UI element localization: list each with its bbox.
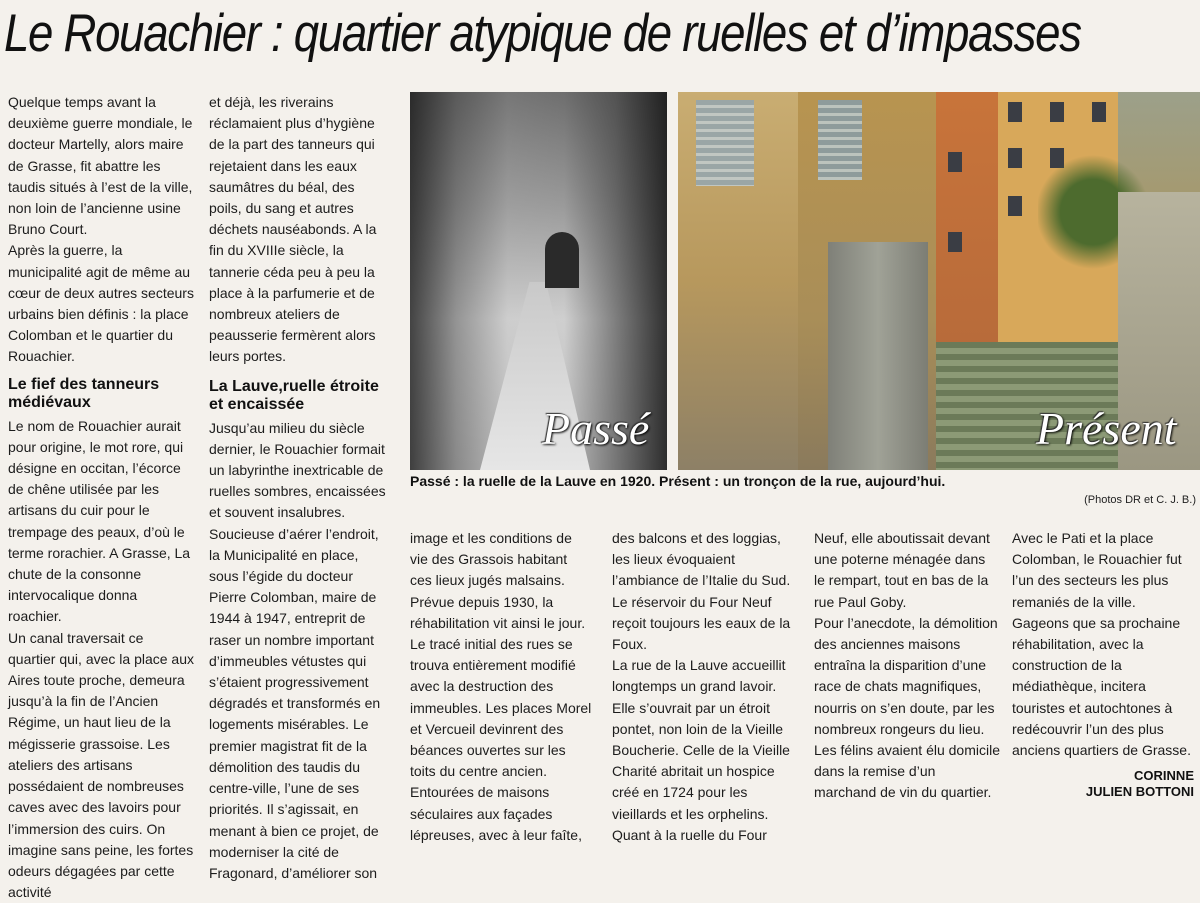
building-shape (936, 92, 998, 342)
window-shape (1092, 102, 1106, 122)
paragraph: Prévue depuis 1930, la réhabilitation vit ainsi le jour. Le tracé initial des rues se trouva entièrement modifié avec la destruction des immeubles. Les places Morel et Vercueil devinrent des béances ouvertes sur les toits du centre ancien. (410, 593, 592, 780)
headline: Le Rouachier : quartier atypique de ruelles et d’impasses (4, 4, 1081, 63)
photo-past (410, 92, 667, 470)
column-4 (612, 528, 798, 846)
paragraph: Neuf, elle aboutissait devant une poterne ménagée dans le rempart, tout en bas de la rue Paul Goby. (814, 530, 990, 610)
paragraph: Le nom de Rouachier aurait pour origine, le mot rore, qui désigne en occitan, l’écorce de chêne utilisée par les artisans du cuir pour le trempage des peaux, d’où le terme rorachier. A Grasse, La chute de la consonne intervocalique donna roachier. (8, 417, 191, 625)
photo-caption: Passé : la ruelle de la Lauve en 1920. Présent : un tronçon de la rue, aujourd’hui. (410, 473, 946, 489)
column-6 (1012, 528, 1192, 761)
paragraph: Gageons que sa prochaine réhabilitation, avec la construction de la médiathèque, incitera touristes et autochtones à redécouvrir l’un des plus anciens quartiers de Grasse. (1012, 614, 1191, 759)
photo-present (678, 92, 1200, 470)
paragraph: Quelque temps avant la deuxième guerre mondiale, le docteur Martelly, alors maire de Grasse, fit abattre les taudis situés à l’est de la ville, non loin de l’ancienne usine Bruno Court. (8, 94, 193, 238)
pillar-shape (828, 242, 928, 470)
column-1 (8, 92, 194, 903)
photo-pair (410, 92, 1200, 472)
shutter-shape (818, 100, 862, 180)
paragraph: La rue de la Lauve accueillit longtemps un grand lavoir. Elle s’ouvrait par un étroit pontet, non loin de la Vieille Boucherie. Celle de la Vieille Charité abritait un hospice créé en 1724 pour les vieillards et les orphelins. (612, 657, 790, 822)
subheading: La Lauve,ruelle étroite et encaissée (209, 377, 379, 413)
paragraph: Les félins avaient élu domicile dans la remise d’un marchand de vin du quartier. (814, 742, 1000, 801)
paragraph: Un canal traversait ce quartier qui, avec la place aux Aires toute proche, demeura jusqu’à la fin de l’Ancien Régime, un haut lieu de la mégisserie grassoise. Les ateliers des artisans possédaient de nombreuses caves avec des lavoirs pour l’immersion des cuirs. On imagine sans peine, les fortes odeurs dégagées par cette activité (8, 629, 194, 901)
paragraph: image et les conditions de vie des Grassois habitant ces lieux jugés malsains. (410, 530, 572, 589)
column-3 (410, 528, 592, 846)
window-shape (1008, 102, 1022, 122)
window-shape (1008, 196, 1022, 216)
paragraph: Jusqu’au milieu du siècle dernier, le Rouachier formait un labyrinthe inextricable de ruelles sombres, encaissées et souvent insalubres. Soucieuse d’aérer l’endroit, la Municipalité en place, sous l’égide du docteur Pierre Colomban, maire de 1944 à 1947, entreprit de raser un nombre important d’immeubles vétustes qui s’étaient progressivement dégradés et transformés en logements misérables. Le premier magistrat fit de la démolition des taudis du centre-ville, l’une de ses priorités. Il s’agissait, en menant à bien ce projet, de moderniser la cité de Fragonard, d’améliorer son (209, 419, 386, 881)
archway-shape (545, 232, 579, 288)
paragraph: Pour l’anecdote, la démolition des anciennes maisons entraîna la disparition d’une race de chats magnifiques, nourris on s’en doute, par les nombreux rongeurs du lieu. (814, 614, 998, 737)
photo-past-label: Passé (542, 403, 650, 454)
paragraph: et déjà, les riverains réclamaient plus d’hygiène de la part des tanneurs qui rejetaient dans les eaux saumâtres du béal, des poils, du sang et autres déchets nauséabonds. A la fin du XVIIIe siècle, la tannerie céda peu à peu la place à la parfumerie et de nombreux ateliers de peausserie fermèrent alors leurs portes. (209, 94, 377, 365)
column-5 (814, 528, 1000, 804)
window-shape (1008, 148, 1022, 168)
paragraph: Entourées de maisons séculaires aux façades lépreuses, avec à leur faîte, (410, 784, 582, 843)
window-shape (948, 152, 962, 172)
paragraph: Après la guerre, la municipalité agit de même au cœur de deux autres secteurs urbains bien définis : la place Colomban et le quartier du Rouachier. (8, 242, 194, 365)
paragraph: des balcons et des loggias, les lieux évoquaient l’ambiance de l’Italie du Sud. Le réservoir du Four Neuf reçoit toujours les eaux de la Foux. (612, 530, 791, 653)
paragraph: Avec le Pati et la place Colomban, le Rouachier fut l’un des secteurs les plus remaniés de la ville. (1012, 530, 1182, 610)
window-shape (1050, 102, 1064, 122)
photo-credits: (Photos DR et C. J. B.) (1084, 494, 1196, 506)
photo-present-label: Présent (1036, 403, 1177, 454)
byline-line: JULIEN BOTTONI (1085, 784, 1194, 799)
byline-line: CORINNE (1134, 768, 1194, 783)
subheading: Le fief des tanneurs médiévaux (8, 375, 160, 411)
column-2 (209, 92, 387, 884)
window-shape (948, 232, 962, 252)
shutter-shape (696, 100, 754, 186)
paragraph: Quant à la ruelle du Four (612, 826, 767, 843)
byline (1086, 768, 1194, 800)
